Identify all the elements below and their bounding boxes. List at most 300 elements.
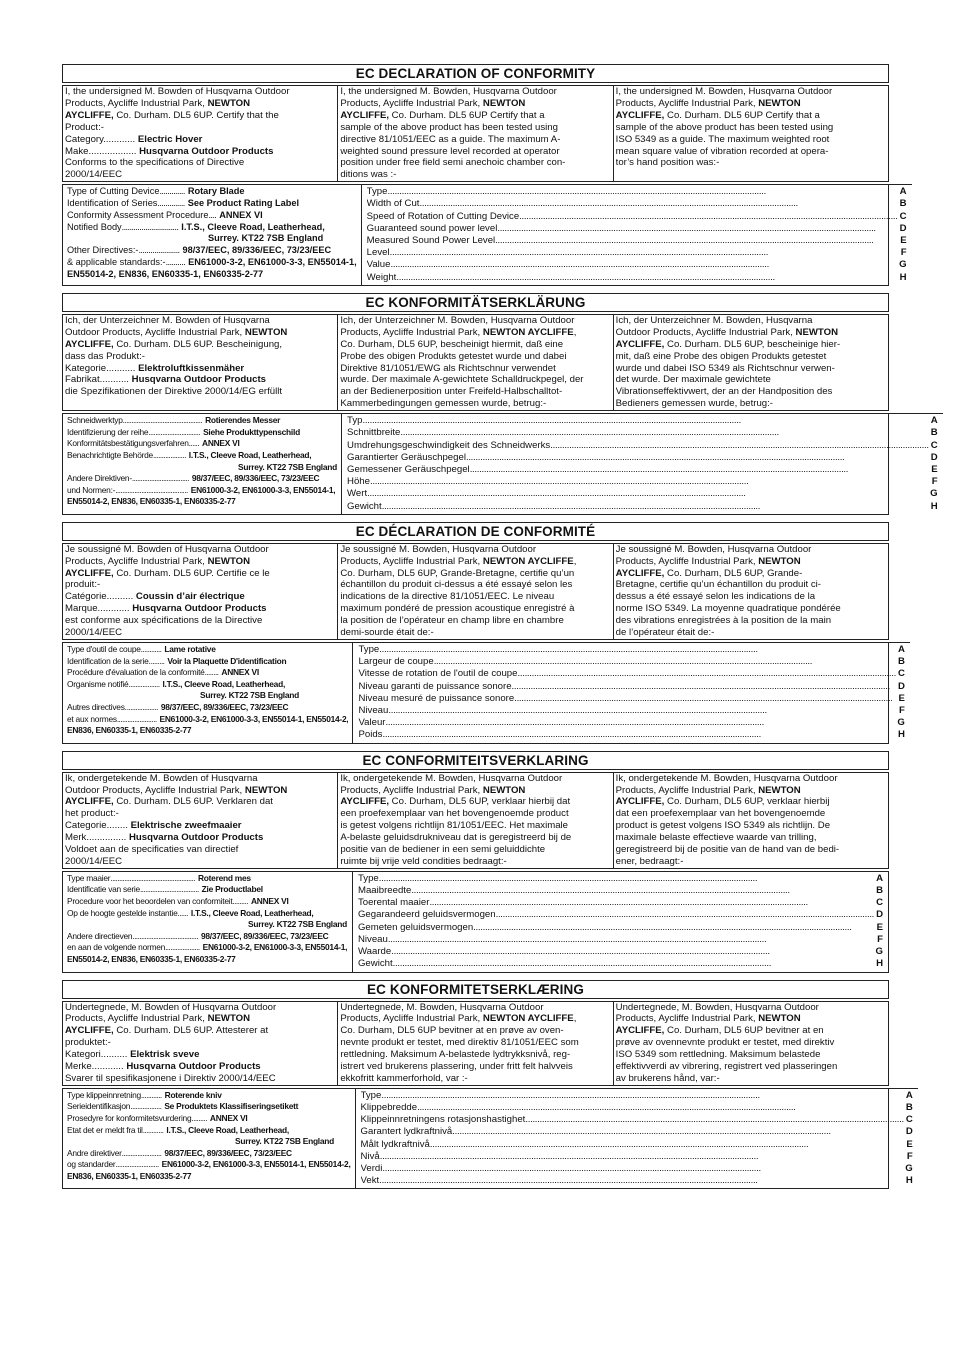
spec-label: Type d'outil de coupe [67,644,141,654]
bold-text: Coussin d’air électrique [135,591,245,603]
leader-dots: .............. [157,198,185,209]
leader-dots: ................................................................................................................................................................ [495,909,875,921]
leader-dots: ........ [150,655,165,666]
text-segment: la position de l’opérateur en champ libre en chambre [340,615,564,627]
leader-dots: ................................................................................................................................................................ [411,885,790,897]
text-line [616,1025,886,1037]
text-line [65,157,335,169]
spec-value: ANNEX VI [202,438,240,449]
text-segment: istrert ved brukerens plassering, under fritt felt halvveis [340,1061,573,1073]
text-line [616,363,886,375]
spec-label: Procedure voor het beoordelen van conformiteit [67,896,233,907]
measurement-list [352,642,909,743]
spec-line [67,462,337,474]
measurement-line [361,1151,913,1163]
spec-value: I.T.S., Cleeve Road, Leatherhead, [181,221,325,232]
measurement-code: E [931,463,938,475]
spec-line [67,679,348,691]
text-segment: wurde und dabei ISO 5349 als Richtschnur verwen- [615,362,835,374]
spec-line [67,667,348,679]
leader-dots: .................... [165,942,200,953]
text-segment: maximum pondéré de pression acoustique enregistré à [340,603,575,615]
text-line [616,615,886,627]
measurement-line [367,272,907,284]
spec-label: Type maaier [67,872,111,883]
text-line [65,579,335,591]
text-line [340,327,610,339]
text-line [340,1037,610,1049]
spec-label: Type klippeinnretning [67,1089,141,1100]
text-line [340,398,610,410]
spec-line [67,496,337,508]
leader-dots: .... [208,209,217,220]
text-segment: Outdoor Products, Aycliffe Industrial Park, [65,326,245,338]
measurement-line [347,476,938,488]
text-line [65,363,335,375]
text-segment: Products, Aycliffe Industrial Park, [65,1013,208,1025]
text-segment: Outdoor Products, Aycliffe Industrial Park, [615,326,796,338]
declaration-column [337,1002,612,1085]
declaration-column [337,315,612,410]
text-segment: Co. Durham. DL5 6UP, bescheinige hier- [664,338,841,350]
leader-dots: ................................................................................................................................................................ [396,271,775,283]
declaration-section [62,980,913,1190]
measurement-label: Schnittbreite [347,427,401,439]
measurement-code: E [900,235,907,247]
text-segment: prøve av ovennevnte produkt er testet, med direktiv [615,1037,835,1049]
text-line [616,386,886,398]
leader-dots: .......... [165,257,186,268]
declaration-text-row [62,772,889,869]
spec-label: Op de hoogte gestelde instantie [67,907,178,918]
text-segment: Merk............... [65,832,129,844]
text-line [616,556,886,568]
leader-dots: .............................. [148,426,201,437]
spec-label: Procédure d'évaluation de la conformité [67,667,205,678]
text-line [340,110,610,122]
spec-line [67,222,357,234]
text-segment: Je soussigné M. Bowden, Husqvarna Outdoor [340,543,537,555]
text-line [616,773,886,785]
text-line [340,86,610,98]
measurement-label: Gemeten geluidsvermogen [357,921,474,933]
measurement-line [361,1126,913,1138]
measurement-label: Guaranteed sound power level [366,222,498,234]
text-line [65,591,335,603]
measurement-label: Weight [366,271,397,283]
measurement-code: F [899,705,905,717]
spec-value: EN61000-3-2, EN61000-3-3, EN55014-1, [190,484,336,495]
section-title: EC DECLARATION OF CONFORMITY [62,64,889,83]
text-line [65,374,335,386]
text-segment: , [573,1013,577,1025]
measurement-code: D [930,451,938,463]
measurement-code: C [899,210,907,222]
spec-label: et aux normes [67,713,117,724]
text-line [340,820,610,832]
leader-dots: ............................. [121,221,179,232]
measurement-label: Gewicht [357,958,393,970]
measurement-label: Niveau garanti de puissance sonore [358,680,512,692]
text-line [340,339,610,351]
spec-line [67,450,337,462]
text-segment: Products, Aycliffe Industrial Park, [65,97,208,109]
text-line [340,374,610,386]
bold-text: Husqvarna Outdoor Products [131,374,266,386]
spec-label: Autres directives. [67,701,127,712]
measurement-code: F [877,933,883,945]
text-segment: A-belaste geluidsdrukniveau dat is geregistreerd bij de [340,832,572,844]
leader-dots: ................................................................................................................................................................ [369,476,749,488]
text-segment: Products, Aycliffe Industrial Park, [615,784,759,796]
spec-line [67,245,357,257]
spec-line [67,198,357,210]
measurement-code: G [930,488,938,500]
leader-dots: ................................................................................................................................................................ [497,222,876,234]
spec-value: I.T.S., Cleeve Road, Leatherhead, [162,678,286,689]
measurement-list [355,1088,918,1189]
text-line [65,386,335,398]
spec-line [67,656,348,668]
measurement-code: F [906,1150,913,1162]
text-segment: dessus a été essayé selon les indications de la [615,591,816,603]
leader-dots: ................................................................................................................................................................ [381,500,761,512]
product-specifications [63,413,341,514]
leader-dots: ................................................................................................................................................................ [387,933,767,945]
text-line [340,315,610,327]
measurement-label: Målt lydkraftnivå [360,1138,430,1150]
leader-dots: ................... [152,449,186,460]
spec-line [67,438,337,450]
spec-value: I.T.S., Cleeve Road, Leatherhead, [188,449,312,460]
spec-line [67,473,337,485]
leader-dots: ................................................................................................................................................................ [473,921,852,933]
text-line [65,785,335,797]
measurement-line [358,656,904,668]
bold-text: AYCLIFFE, [340,796,390,808]
declaration-column [63,1002,337,1085]
text-line [616,1037,886,1049]
measurement-label: Niveau [358,705,389,717]
measurement-code: C [905,1114,913,1126]
bold-text: AYCLIFFE, [615,567,665,579]
measurement-line [367,223,907,235]
measurement-code: D [905,1126,913,1138]
text-line [616,627,886,639]
specification-row [62,642,905,744]
spec-value: ANNEX VI [221,667,259,678]
text-line [65,86,335,98]
spec-line [67,257,357,269]
text-line [340,134,610,146]
text-line [65,327,335,339]
specification-row [62,1088,913,1190]
spec-value: I.T.S., Cleeve Road, Leatherhead, [190,907,314,918]
text-segment: des vibrations enregistrées à la position de la main [615,615,832,627]
declaration-column [337,773,612,868]
specification-row [62,184,907,286]
measurement-line [358,729,904,741]
bold-text: Electric Hover [137,133,203,145]
bold-text: AYCLIFFE, [615,109,665,121]
measurement-line [361,1102,913,1114]
spec-value: EN61000-3-2, EN61000-3-3, EN55014-1, [188,257,357,268]
text-segment: 2000/14/EEC [65,169,123,181]
text-segment: Ich, der Unterzeichner M. Bowden of Husqvarna [65,314,270,326]
leader-dots: ................................................................................................................................................................ [465,451,845,463]
declaration-column [337,86,612,181]
spec-value: Surrey. KT22 7SB England [248,919,348,930]
text-line [65,796,335,808]
spec-line [67,690,348,702]
measurement-label: Niveau [357,933,388,945]
text-segment: Voldoet aan de specificaties van directief [65,844,239,856]
bold-text: AYCLIFFE, [65,796,114,808]
text-line [616,856,886,868]
text-line [616,339,886,351]
measurement-line [347,501,938,513]
text-line [65,1002,335,1014]
spec-line [67,1159,351,1171]
declaration-column [63,86,337,181]
text-segment: Conforms to the specifications of Directive [65,157,245,169]
text-segment: ditions was :- [340,169,397,181]
declaration-column [613,86,888,181]
text-line [340,386,610,398]
text-segment: Products, Aycliffe Industrial Park, [340,555,483,567]
spec-value: EN836, EN60335-1, EN60335-2-77 [67,725,192,736]
text-segment: 2000/14/EEC [65,627,123,639]
measurement-label: Level [366,247,390,259]
bold-text: Elektroluftkissenmäher [138,362,245,374]
bold-text: NEWTON [758,1013,801,1025]
leader-dots: ................................................................................................................................................................ [400,427,779,439]
text-line [340,157,610,169]
text-line [340,615,610,627]
text-line [65,315,335,327]
bold-text: NEWTON AYCLIFFE [482,326,574,338]
measurement-code: E [906,1138,913,1150]
text-line [65,1037,335,1049]
measurement-label: Width of Cut [366,198,420,210]
spec-value: ANNEX VI [250,896,289,907]
measurement-code: A [897,644,905,655]
bold-text: AYCLIFFE, [65,109,114,121]
measurement-code: C [930,439,938,451]
product-specifications [63,184,361,285]
measurement-line [361,1163,913,1175]
spec-value: Surrey. KT22 7SB England [235,1136,335,1147]
text-line [616,785,886,797]
text-segment: weighted sound pressure level recorded at operator [340,145,560,157]
bold-text: AYCLIFFE, [65,338,114,350]
text-segment: Fabrikat........... [65,374,132,386]
text-segment: Products, Aycliffe Industrial Park, [615,97,759,109]
text-segment: maximale belaste effectieve waarde van trilling, [615,832,817,844]
leader-dots: ................................................................................................................................................................ [429,897,808,909]
declaration-column [613,315,888,410]
spec-value: EN61000-3-2, EN61000-3-3, EN55014-1, EN55014-2, [161,1159,351,1170]
text-segment: I, the undersigned M. Bowden, Husqvarna Outdoor [615,86,833,97]
measurement-line [358,897,883,909]
leader-dots: .......................................... [115,484,188,495]
measurement-label: Gewicht [347,500,382,512]
leader-dots: ................................................................................................................................................................ [519,210,898,222]
text-line [65,832,335,844]
text-line [340,603,610,615]
declaration-text-row [62,85,889,182]
measurement-code: H [905,1175,913,1187]
spec-value: 98/37/EEC, 89/336/EEC, 73/23/EEC [160,701,289,712]
measurement-list [341,413,943,514]
measurement-code: G [905,1163,913,1175]
text-segment: Ich, der Unterzeichner M. Bowden, Husqvarna [615,314,813,326]
measurement-code: H [876,958,883,970]
measurement-code: B [897,656,905,668]
measurement-label: Largeur de coupe [358,656,434,668]
text-line [616,544,886,556]
text-segment: Product:- [65,121,104,133]
section-title: EC DÉCLARATION DE CONFORMITÉ [62,522,889,541]
text-line [340,1049,610,1061]
text-segment: Co. Durham, DL5 6UP, verklaar hierbij dat [389,796,571,808]
text-line [340,1013,610,1025]
spec-label: en aan de volgende normen [67,942,166,953]
spec-line [67,1113,351,1125]
spec-value: Siehe Produkttypenschild [203,426,300,437]
text-segment: Co. Durham, DL5 6UP, bescheinigt hiermit, daß eine [340,338,564,350]
spec-value: Lame rotative [164,644,216,654]
text-line [340,351,610,363]
measurement-line [358,693,904,705]
measurement-line [358,717,904,729]
spec-label: Andere Direktiven- [67,473,132,484]
declaration-section [62,522,905,744]
text-line [340,568,610,580]
spec-value: Roterende kniv [164,1089,222,1100]
leader-dots: ........ [204,667,219,678]
text-line [616,1061,886,1073]
text-line [616,820,886,832]
declaration-column [613,773,888,868]
measurement-label: Klippebredde [360,1102,418,1114]
leader-dots: ......... [191,1113,207,1124]
measurement-code: C [897,668,905,680]
spec-value: Roterend mes [197,872,251,883]
declaration-text-row [62,1001,889,1086]
section-title: EC CONFORMITEITSVERKLARING [62,751,889,770]
bold-text: Husqvarna Outdoor Products [139,145,274,157]
measurement-line [358,934,883,946]
spec-label: Serieidentifikasjon [67,1101,131,1112]
leader-dots: ............. [159,186,185,197]
leader-dots: ................................................................................................................................................................ [388,705,767,717]
measurement-list [352,871,888,972]
text-line [340,98,610,110]
text-segment: Svarer til spesifikasjonene i Direktiv 2000/14/EEC [65,1072,276,1084]
spec-value: 98/37/EEC, 89/336/EEC, 73/23/EEC [164,1147,292,1158]
declaration-column [63,773,337,868]
leader-dots: ................................................................................................................................................................ [378,872,758,884]
measurement-label: Vitesse de rotation de l'outil de coupe [358,668,518,680]
text-line [65,844,335,856]
spec-label: und Normen:- [67,484,116,495]
bold-text: NEWTON [758,555,801,567]
text-segment: Kategorie........... [65,362,139,374]
text-segment: positie van de bediener in een semi geluiddichte [340,844,546,856]
spec-label: Notified Body [67,221,122,232]
leader-dots: ................................................................................................................................................................ [382,1163,761,1175]
measurement-line [347,488,938,500]
spec-value: 98/37/EEC, 89/336/EEC, 73/23/EEC [191,473,320,484]
text-line [616,844,886,856]
text-line [65,820,335,832]
section-title: EC KONFORMITÄTSERKLÄRUNG [62,293,889,312]
spec-value: Voir la Plaquette D'identification [167,655,287,666]
leader-dots: ................................................................................................................................................................ [379,1175,758,1187]
measurement-label: Niveau mesuré de puissance sonore [358,692,515,704]
measurement-label: Gemessener Geräuschpegel [347,463,470,475]
spec-line [67,954,348,966]
text-line [340,808,610,820]
text-line [340,627,610,639]
text-segment: Ik, ondergetekende M. Bowden, Husqvarna Outdoor [340,772,563,784]
text-line [616,157,886,169]
spec-label: Konformitätsbestätigungsverfahren [67,438,189,449]
text-line [340,1061,610,1073]
bold-text: AYCLIFFE, [615,338,665,350]
leader-dots: .............................................. [122,415,203,426]
leader-dots: ......................... [115,1159,159,1170]
text-line [616,603,886,615]
leader-dots: ................................................................................................................................................................ [469,463,849,475]
text-segment: Ik, ondergetekende M. Bowden of Husqvarna [65,772,258,784]
text-line [65,1061,335,1073]
measurement-line [347,452,938,464]
bold-text: NEWTON [244,326,288,338]
measurement-line [358,958,883,970]
text-segment: I, the undersigned M. Bowden of Husqvarna Outdoor [65,86,290,97]
text-segment: Co. Durham. DL5 6UP. Certifie ce le [113,567,270,579]
text-line [340,579,610,591]
text-segment: Probe des obigen Produkts getestet wurde und dabei [340,350,567,362]
leader-dots: ................................................................................................................................................................ [550,439,929,451]
text-segment: Co. Durham, DL5 6UP bevitner at en [664,1025,824,1037]
text-segment: Bedieners gemessen wurde, betrug:- [615,398,773,410]
text-line [65,122,335,134]
spec-line [67,186,357,198]
text-segment: product is getest volgens ISO 5349 als richtlijn. De [615,820,831,832]
measurement-code: D [897,680,905,692]
measurement-line [347,415,938,427]
measurement-line [361,1139,913,1151]
text-line [616,86,886,98]
text-line [65,146,335,158]
spec-line [67,873,348,885]
text-segment: Products, Aycliffe Industrial Park, [615,555,759,567]
text-line [340,146,610,158]
text-segment: ISO 5349 som rettledning. Maksimum belastede [615,1049,821,1061]
spec-label: og standarder [67,1159,116,1170]
measurement-code: B [899,198,907,210]
text-line [340,544,610,556]
spec-line [67,1101,351,1113]
measurement-line [361,1114,913,1126]
text-segment: mit, daß eine Probe des obigen Produkts getestet [615,350,827,362]
measurement-code: D [876,909,883,921]
text-segment: Products, Aycliffe Industrial Park, [340,784,483,796]
bold-text: NEWTON [207,97,251,109]
